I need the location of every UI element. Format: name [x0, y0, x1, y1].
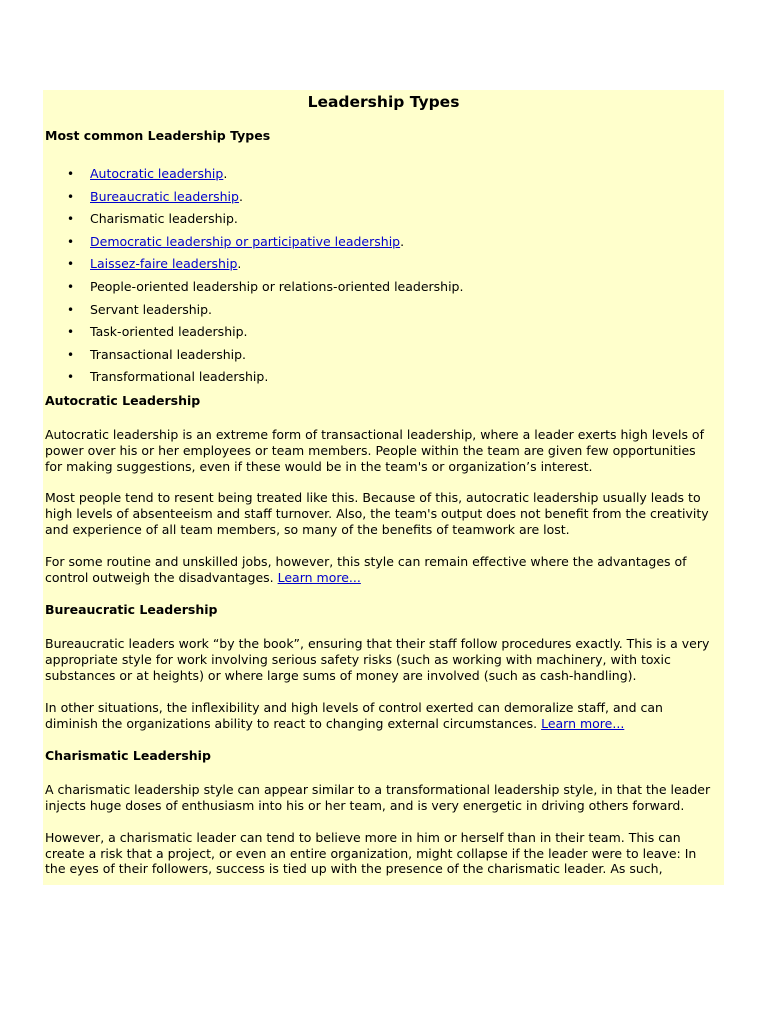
text-line: high levels of absenteeism and staff turnover. Also, the team's output does not benefit from the creativity: [45, 506, 709, 522]
autocratic-learn-more-link[interactable]: Learn more...: [277, 569, 361, 585]
list-item-suffix: .: [238, 188, 243, 204]
text-line: injects huge doses of enthusiasm into his or her team, and is very energetic in driving others forward.: [45, 798, 685, 814]
list-item: [45, 189, 722, 212]
list-item-text: Servant leadership.: [90, 301, 213, 317]
text-line: appropriate style for work involving serious safety risks (such as working with machinery, with toxic: [45, 652, 671, 668]
page-title: Leadership Types: [307, 93, 460, 111]
list-item-suffix: .: [237, 256, 242, 272]
list-item-text: Transactional leadership.: [90, 346, 247, 362]
bullet-icon: •: [67, 347, 75, 362]
bullet-icon: •: [67, 212, 75, 227]
list-item: [45, 324, 722, 347]
document-page: [43, 90, 724, 885]
autocratic-paragraph-1: [45, 427, 722, 474]
page-subtitle: Most common Leadership Types: [45, 128, 271, 143]
bullet-icon: •: [67, 234, 75, 249]
text-line: A charismatic leadership style can appear similar to a transformational leadership style, in that the leader: [45, 782, 711, 798]
bullet-icon: •: [67, 167, 75, 181]
text-line: power over his or her employees or team members. People within the team are given few opportunities: [45, 442, 696, 458]
list-item: [45, 279, 722, 302]
text-line: diminish the organizations ability to react to changing external circumstances.: [45, 715, 542, 731]
autocratic-leadership-link[interactable]: Autocratic leadership: [90, 166, 224, 181]
bureaucratic-paragraph-2: [45, 700, 722, 732]
autocratic-heading: Autocratic Leadership: [45, 392, 201, 408]
bureaucratic-heading: Bureaucratic Leadership: [45, 602, 218, 618]
list-item-suffix: .: [400, 233, 405, 249]
list-item-text: Task-oriented leadership.: [90, 324, 248, 340]
leadership-types-list: [45, 166, 722, 392]
text-line: Autocratic leadership is an extreme form of transactional leadership, where a leader exerts high levels of: [45, 426, 704, 442]
charismatic-paragraph-1: [45, 782, 722, 814]
laissez-faire-leadership-link[interactable]: Laissez-faire leadership: [90, 256, 238, 272]
list-item-suffix: .: [223, 166, 228, 181]
bullet-icon: •: [67, 257, 75, 272]
text-line: Bureaucratic leaders work “by the book”, ensuring that their staff follow procedures exactly. This is a very: [45, 636, 710, 652]
text-line: the eyes of their followers, success is tied up with the presence of the charismatic leader. As such,: [45, 861, 663, 877]
text-line: control outweigh the disadvantages.: [45, 569, 278, 585]
autocratic-paragraph-2: [45, 490, 722, 537]
autocratic-paragraph-3: [45, 554, 722, 586]
list-item: [45, 302, 722, 325]
bureaucratic-learn-more-link[interactable]: Learn more...: [541, 715, 625, 731]
text-line: and experience of all team members, so many of the benefits of teamwork are lost.: [45, 521, 570, 537]
list-item: [45, 166, 722, 189]
list-item-text: Charismatic leadership.: [90, 211, 238, 227]
bullet-icon: •: [67, 302, 75, 317]
bullet-icon: •: [67, 370, 75, 385]
list-item: [45, 256, 722, 279]
charismatic-heading: Charismatic Leadership: [45, 748, 211, 764]
list-item: [45, 211, 722, 234]
list-item: [45, 369, 722, 392]
list-item-text: Transformational leadership.: [90, 369, 269, 385]
list-item: [45, 347, 722, 370]
text-line: substances or at heights) or where large sums of money are involved (such as cash-handling).: [45, 667, 637, 683]
bullet-icon: •: [67, 279, 75, 294]
text-line: In other situations, the inflexibility and high levels of control exerted can demoralize staff, and can: [45, 699, 663, 715]
text-line: For some routine and unskilled jobs, however, this style can remain effective where the advantages of: [45, 553, 687, 569]
text-line: for making suggestions, even if these would be in the team's or organization’s interest.: [45, 458, 593, 474]
democratic-leadership-link[interactable]: Democratic leadership or participative leadership: [90, 233, 401, 249]
bullet-icon: •: [67, 325, 75, 340]
text-line: However, a charismatic leader can tend to believe more in him or herself than in their team. This can: [45, 829, 681, 845]
text-line: Most people tend to resent being treated like this. Because of this, autocratic leadership usually leads to: [45, 490, 701, 506]
list-item-text: People-oriented leadership or relations-oriented leadership.: [90, 278, 464, 294]
text-line: create a risk that a project, or even an entire organization, might collapse if the leader were to leave: In: [45, 845, 697, 861]
charismatic-paragraph-2: [45, 830, 722, 877]
bureaucratic-leadership-link[interactable]: Bureaucratic leadership: [90, 188, 239, 204]
bullet-icon: •: [67, 189, 75, 204]
bureaucratic-paragraph-1: [45, 636, 722, 683]
list-item: [45, 234, 722, 257]
